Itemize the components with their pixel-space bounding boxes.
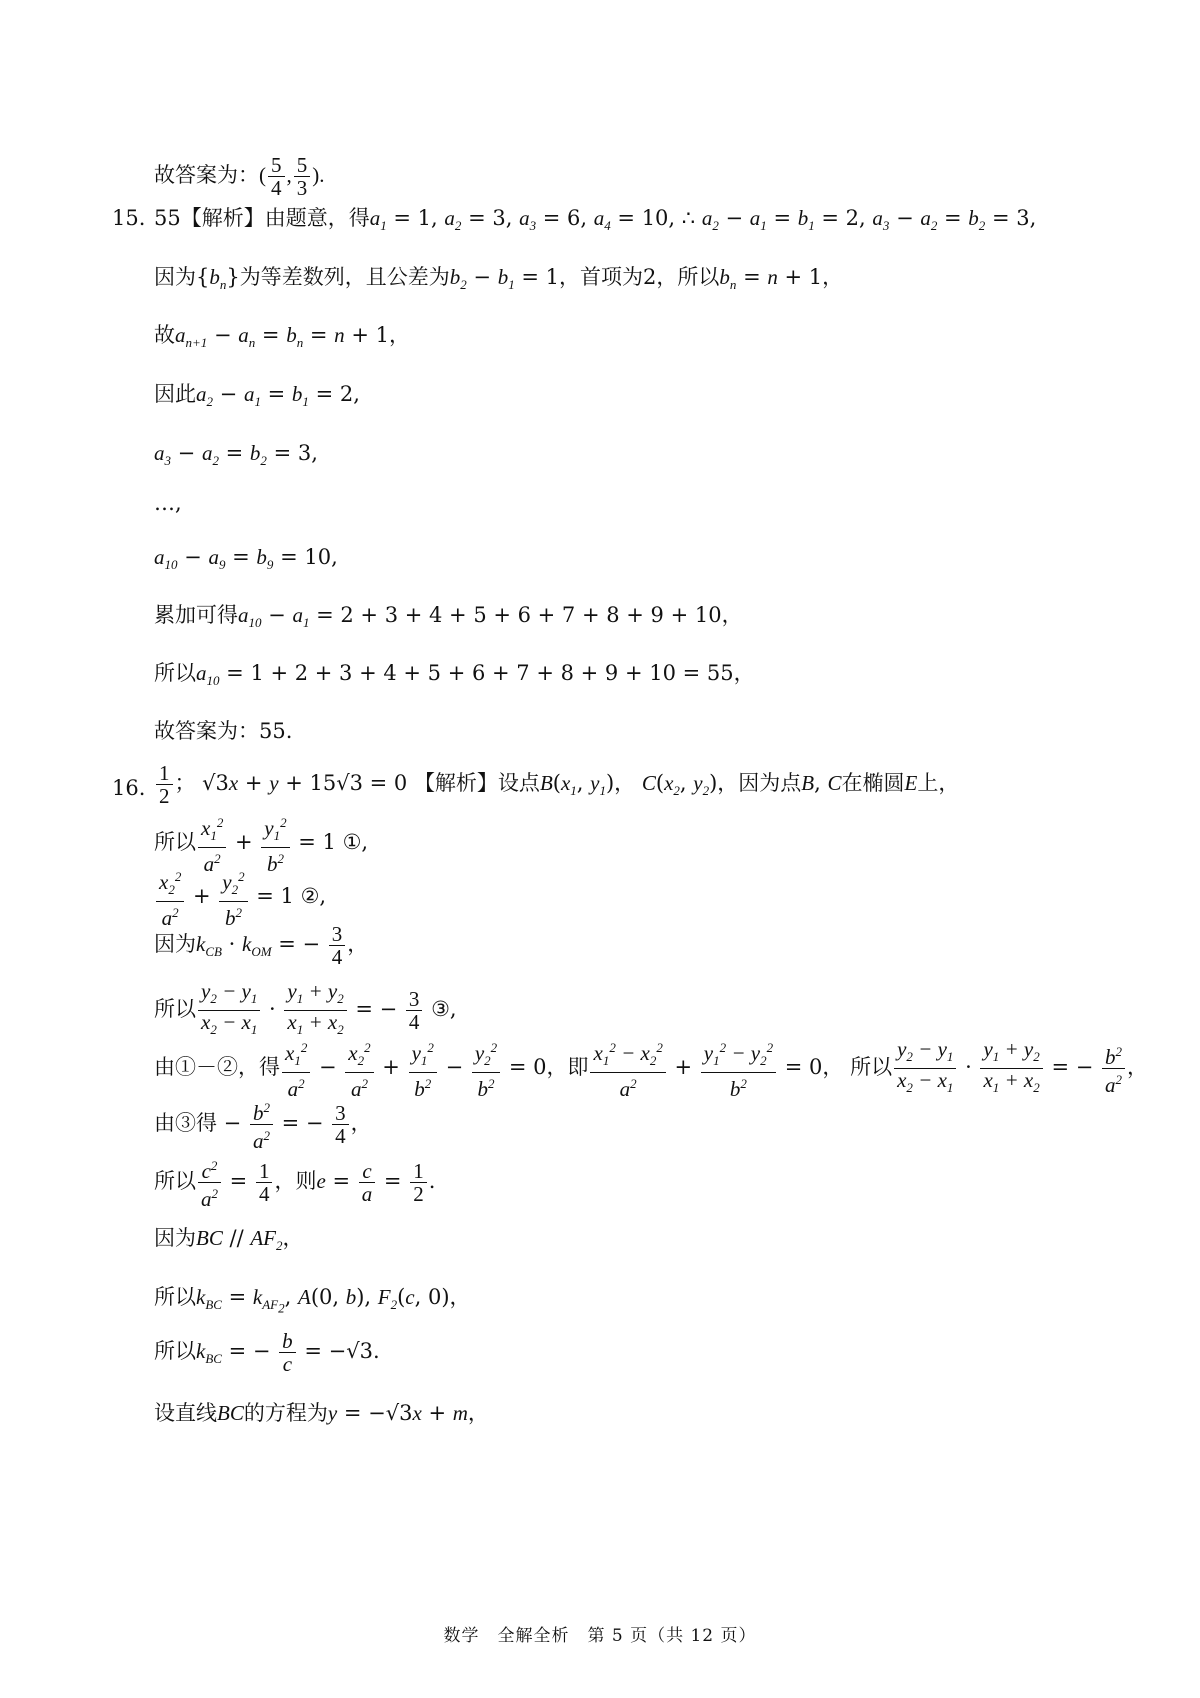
q15-line-9: 所以$a_{10} = 1 + 2 + 3 + 4 + 5 + 6 + 7 + 8 + 9 + 10 = 55$， — [154, 661, 755, 689]
q15-line-1: 55【解析】由题意，得$a_1 = 1$, $a_2 = 3$, $a_3 = 6$, $a_4 = 10$, ∴ $a_2 - a_1 = b_1 = 2$, $a_3 - a_2 = b_2 = 3$, — [154, 206, 1037, 234]
q15-line-2: 因为$\{b_n\}$为等差数列，且公差为$b_2 - b_1 = 1$，首项为2，所以$b_n = n + 1$， — [154, 265, 844, 293]
q15-line-5: $a_3 - a_2 = b_2 = 3$, — [154, 441, 318, 469]
q15-line-3: 故$a_{n+1} - a_n = b_n = n + 1$， — [154, 323, 410, 351]
q16-line-3: $\frac{x_2^2}{a^2}$ + $\frac{y_2^2}{b^2}$ = 1 ②, — [154, 866, 326, 929]
question-number-16: 16. — [112, 776, 146, 800]
answer-label: 故答案为： — [154, 163, 259, 187]
answer-line-14: 故答案为：( $\frac{5}{4}$ , $\frac{5}{3}$ ). — [154, 153, 325, 200]
q15-line-6: …, — [154, 491, 182, 515]
q15-line-8: 累加可得$a_{10} - a_1 = 2 + 3 + 4 + 5 + 6 + 7 + 8 + 9 + 10$， — [154, 603, 743, 631]
q16-line-12: 设直线BC的方程为y = −√3x + m， — [154, 1401, 489, 1425]
q16-line-8: 所以 $\frac{c^2}{a^2}$ = $\frac{1}{4}$ ，则e = $\frac{c}{a}$ = $\frac{1}{2}$ . — [154, 1155, 435, 1210]
q16-line-11: 所以$k_{BC}$ = − $\frac{b}{c}$ = −√3. — [154, 1329, 380, 1376]
q16-line-5: 所以 $\frac{y_2 - y_1}{x_2 - x_1}$ · $\frac{y_1 + y_2}{x_1 + x_2}$ = − $\frac{3}{4}$ ③, — [154, 979, 457, 1038]
q16-line-6: 由①－②，得 $\frac{x_1^2}{a^2}$ − $\frac{x_2^2}{a^2}$ + $\frac{y_1^2}{b^2}$ − $\frac{y_2^2}{b^2}$ = 0，即 $\frac{x_1^2 - x_2^2}{a^2}$ + $\frac{y_1^2 - y_2^2}{b^2}$ = 0， 所以 $\frac{y_2 - y_1}{x_2 - x_1}$ · $\frac{y_1 + y_2}{x_1 + x_2}$ = − $\frac{b^2}{a^2}$ ， — [154, 1036, 1148, 1102]
q15-line-7: $a_{10} - a_9 = b_9 = 10$, — [154, 545, 338, 573]
q16-line-2: 所以 $\frac{x_1^2}{a^2}$ + $\frac{y_1^2}{b^2}$ = 1 ①, — [154, 812, 368, 875]
q15-line-4: 因此$a_2 - a_1 = b_1 = 2$, — [154, 382, 360, 410]
q16-line-7: 由③得 − $\frac{b^2}{a^2}$ = − $\frac{3}{4}$ ， — [154, 1097, 372, 1152]
page-footer: 数学 全解全析 第 5 页（共 12 页） — [443, 1626, 757, 1646]
q15-answer: 故答案为：55. — [154, 719, 293, 743]
q16-line-9: 因为BC // $AF_2$， — [154, 1226, 304, 1254]
q16-line-10: 所以$k_{BC} = k_{AF_2}$, A(0, b), $F_2(c$, 0)， — [154, 1285, 471, 1316]
question-number-15: 15. — [112, 206, 146, 230]
q16-line-1: $\frac{1}{2}$ ； √3x + y + 15√3 = 0 【解析】设点$B(x_1$, $y_1$)， $C(x_2$, $y_2$)，因为点B, C在椭圆E上， — [154, 762, 959, 807]
q16-line-4: 因为$k_{CB} \cdot k_{OM}$ = − $\frac{3}{4}$ ， — [154, 922, 369, 969]
